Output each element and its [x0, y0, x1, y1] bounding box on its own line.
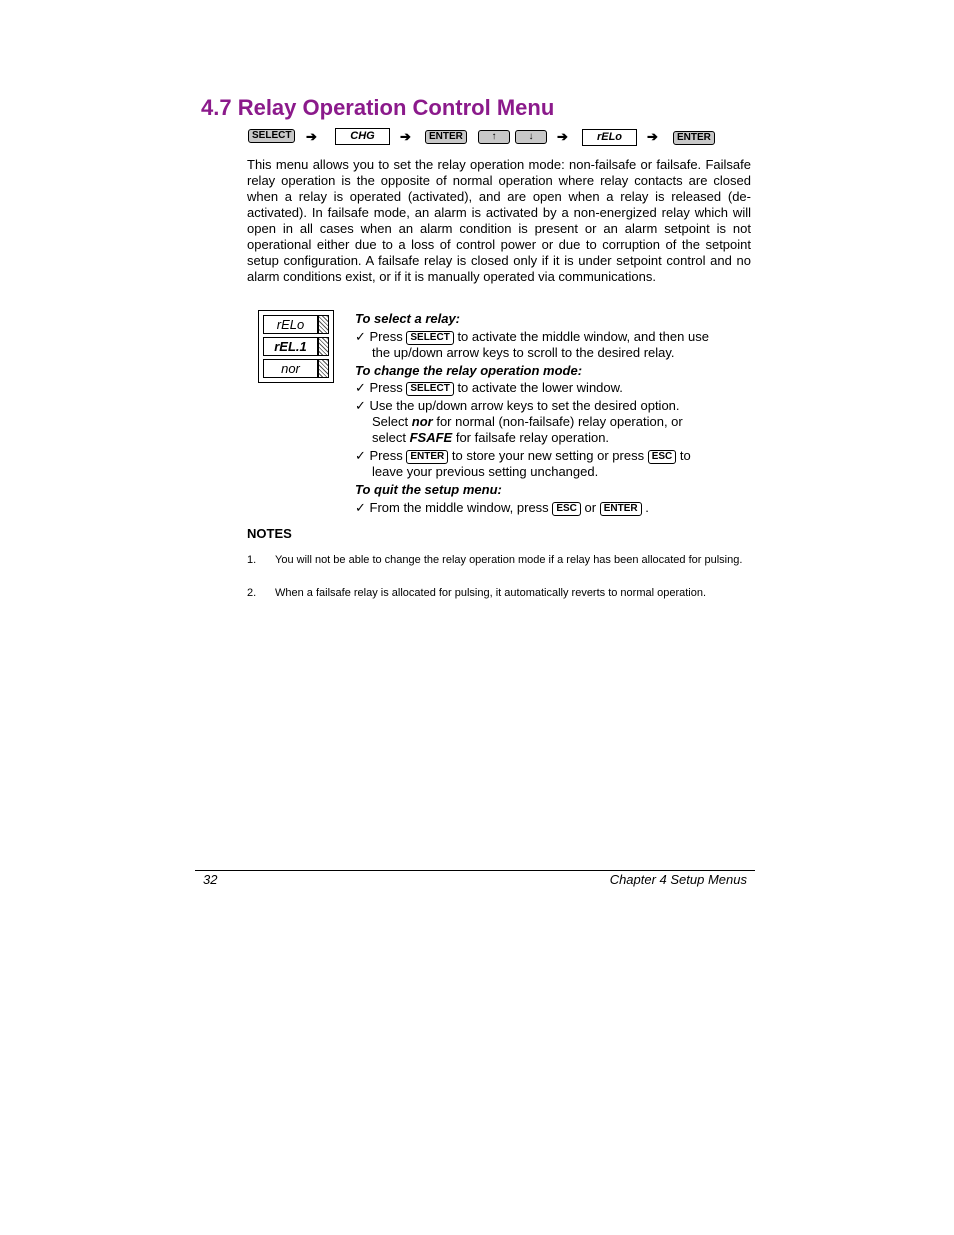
instruction-step: ✓ From the middle window, press ESC or ENTER .: [355, 500, 649, 515]
indicator-bars-icon: [318, 337, 329, 356]
intro-paragraph: This menu allows you to set the relay operation mode: non-failsafe or failsafe. Failsafe relay operation is the opposite of normal operation where relay contacts are closed when a relay is operated (activated), and are open when a relay is released (de-activated). In failsafe mode, an alarm is activated by a non-energized relay which will open in all cases when an alarm condition is present or an alarm setpoint is not operational either due to a loss of control power or due to corruption of the setpoint setup configuration. A failsafe relay is closed only if it is under setpoint control and no alarm conditions exist, or if it is manually operated via communications.: [247, 157, 751, 284]
indicator-bars-icon: [318, 315, 329, 334]
instruction-heading: To select a relay:: [355, 311, 461, 326]
instruction-step: Select nor for normal (non-failsafe) relay operation, or: [372, 414, 683, 429]
select-key: SELECT: [406, 331, 453, 345]
esc-key: ESC: [648, 450, 677, 464]
down-arrow-icon: ↓: [515, 130, 547, 144]
esc-key: ESC: [552, 502, 581, 516]
instruction-step: select FSAFE for failsafe relay operation.: [372, 430, 610, 445]
page-number: 32: [203, 872, 218, 887]
select-key: SELECT: [406, 382, 453, 396]
chg-display: CHG: [335, 128, 390, 145]
arrow-right-icon: ➔: [557, 129, 568, 144]
relo-display: rELo: [582, 129, 637, 146]
instruction-heading: To change the relay operation mode:: [355, 363, 583, 378]
middle-window: rEL.1: [263, 337, 318, 356]
chapter-label: Chapter 4 Setup Menus: [609, 872, 747, 887]
indicator-bars-icon: [318, 359, 329, 378]
note-item: 2. When a failsafe relay is allocated for pulsing, it automatically reverts to normal operation.: [247, 587, 707, 599]
enter-key: ENTER: [600, 502, 642, 516]
enter-key: ENTER: [673, 131, 715, 145]
enter-key: ENTER: [406, 450, 448, 464]
note-item: 1. You will not be able to change the relay operation mode if a relay has been allocated for pulsing.: [247, 554, 743, 566]
instruction-step: ✓ Press SELECT to activate the lower window.: [355, 380, 623, 395]
top-window: rELo: [263, 315, 318, 334]
page-title: 4.7 Relay Operation Control Menu: [201, 95, 555, 120]
instruction-step: leave your previous setting unchanged.: [372, 464, 599, 479]
arrow-right-icon: ➔: [400, 129, 411, 144]
arrow-right-icon: ➔: [306, 129, 317, 144]
instruction-step: ✓ Press SELECT to activate the middle window, and then use: [355, 329, 709, 344]
instruction-step: ✓ Press ENTER to store your new setting or press ESC to: [355, 448, 691, 463]
notes-heading: NOTES: [247, 526, 292, 541]
up-arrow-icon: ↑: [478, 130, 510, 144]
instruction-step: the up/down arrow keys to scroll to the desired relay.: [372, 345, 675, 360]
instruction-heading: To quit the setup menu:: [355, 482, 502, 497]
arrow-right-icon: ➔: [647, 129, 658, 144]
display-panel: [258, 310, 334, 383]
footer-divider: [195, 870, 755, 871]
enter-key: ENTER: [425, 130, 467, 144]
select-key: SELECT: [248, 129, 295, 143]
instruction-step: ✓ Use the up/down arrow keys to set the desired option.: [355, 398, 680, 413]
bottom-window: nor: [263, 359, 318, 378]
